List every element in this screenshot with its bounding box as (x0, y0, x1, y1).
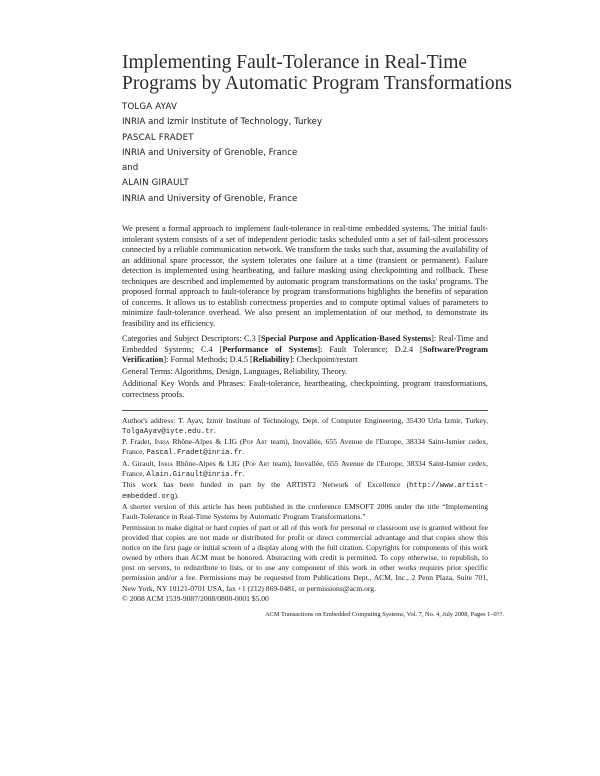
footnote-permission (122, 523, 488, 594)
keywords: Additional Key Words and Phrases: Fault-tolerance, heartbeating, checkpointing, program transformations, correctness proofs. (122, 379, 488, 399)
footnote-smallcaps: Pop Art (245, 458, 270, 468)
author-and: and (122, 163, 139, 174)
footnote-text: Rhône-Alpes & LIG ( (169, 437, 243, 447)
category-bold-4: Reliability (252, 355, 290, 364)
metadata-block (122, 334, 488, 402)
author-affiliation-1: INRIA and Izmir Institute of Technology, Turkey (122, 117, 323, 128)
author-name-2: PASCAL FRADET (122, 132, 194, 143)
categories-text: ]: Checkpoint/restart (289, 355, 358, 364)
email-girault[interactable]: Alain.Girault@inria.fr (146, 470, 243, 479)
title-line-1: Implementing Fault-Tolerance in Real-Time (122, 52, 468, 73)
email-ayav[interactable]: TolgaAyav@iyte.edu.tr (122, 428, 214, 437)
author-name-1: TOLGA AYAV (122, 102, 178, 112)
category-bold-1: Special Purpose and Application-Based Systems (260, 334, 432, 343)
categories-text: ]: Fault Tolerance; D.2.4 [ (317, 344, 423, 354)
footnote-text: Rhône-Alpes & LIG ( (173, 458, 246, 468)
footnote-text: . (242, 468, 245, 478)
footnote-text: ). (174, 491, 179, 501)
footnote-funding (122, 480, 488, 502)
footnote-smallcaps: Inria (158, 458, 174, 468)
footnote-address-fradet (122, 437, 488, 458)
footnote-address-ayav (122, 416, 488, 437)
funding-link[interactable]: http://www.artist-embedded.org (122, 481, 488, 502)
footnote-text: . (242, 447, 245, 457)
footnote-text: team), Inovallée, 655 Avenue de l'Europe, 38334 Saint-Ismier cedex, France, (122, 437, 488, 457)
permissions-email[interactable]: permissions@acm.org (306, 583, 375, 593)
category-bold-2: Performance of Systems (222, 344, 318, 354)
footnote-text: A. Girault, (122, 458, 159, 468)
author-block (122, 100, 542, 207)
footnote-text: . (374, 583, 376, 593)
footnote-address-girault (122, 459, 488, 480)
abstract (122, 224, 488, 329)
footnote-copyright: © 2008 ACM 1539-9087/2008/0800-0001 $5.00 (122, 593, 269, 603)
footnote-text: This work has been funded in part by the ARTIST2 Network of Excellence ( (122, 479, 410, 489)
journal-citation: ACM Transactions on Embedded Computing Systems, Vol. 7, No. 4, July 2008, Pages 1–0??. (264, 611, 504, 618)
author-affiliation-2: INRIA and University of Grenoble, France (122, 147, 298, 158)
abstract-text: We present a formal approach to implement fault-tolerance in real-time embedded systems. The initial fault-intolerant system consists of a set of independent periodic tasks scheduled onto a set of fail-silent processors connected by a reliable communication network. We transform the tasks such that, assuming the availability of an additional spare processor, the system tolerates one failure at a time (transient or permanent). Failure detection is implemented using heartbeating, and failure masking using checkpointing and rollback. These techniques are described and implemented by automatic program transformations on the tasks' programs. The proposed formal approach to fault-tolerance by program transformations highlights the benefits of separation of concerns. It allows us to establish correctness properties and to compute optimal values of parameters to minimize fault-tolerance overhead. We also present an implementation of our method, to demonstrate its feasibility and its efficiency. (122, 224, 488, 328)
footnotes (122, 416, 488, 604)
categories-text: ]: Formal Methods; D.4.5 [ (163, 355, 253, 364)
footnote-smallcaps: Pop Art (242, 437, 268, 447)
footnote-text: Author's address: T. Ayav, Izmir Institute of Technology, Dept. of Computer Engineering, 35430 Urla Izmir, Turkey, (122, 416, 488, 425)
paper-title (122, 52, 542, 94)
footnote-text: P. Fradet, (122, 437, 155, 447)
title-line-2: Programs by Automatic Program Transformations (122, 73, 512, 94)
footnote-shorter-version: A shorter version of this article has been published in the conference EMSOFT 2006 under the title “Implementing Fault-Tolerance in Real-Time Systems by Automatic Program Transformations.” (122, 502, 488, 522)
category-bold-3: Software/Program Verification (122, 344, 488, 364)
email-fradet[interactable]: Pascal.Fradet@inria.fr (146, 449, 243, 458)
footnote-divider (122, 410, 488, 411)
author-affiliation-3: INRIA and University of Grenoble, France (122, 193, 298, 204)
general-terms: General Terms: Algorithms, Design, Languages, Reliability, Theory. (122, 367, 348, 376)
footnote-text: . (213, 426, 216, 436)
footnote-text: team), Inovallée, 655 Avenue de l'Europe, 38334 Saint-Ismier cedex, France, (122, 458, 489, 478)
categories-text: Categories and Subject Descriptors: C.3 [ (122, 334, 261, 343)
categories-text: ]: Real-Time and Embedded Systems; C.4 [ (122, 334, 489, 354)
footnote-smallcaps: Inria (154, 437, 170, 447)
footnote-text: Permission to make digital or hard copies of part or all of this work for personal or classroom use is granted without fee provided that copies are not made or distributed for profit or direct commercial advantage and that copies show this notice on the first page or initial screen of a display along with the full citation. Copyrights for components of this work owned by others than ACM must be honored. Abstracting with credit is permitted. To copy otherwise, to republish, to post on servers, to redistribute to lists, or to use any component of this work in other works requires prior specific permission and/or a fee. Permissions may be requested from Publications Dept., ACM, Inc., 2 Penn Plaza, Suite 701, New York, NY 10121-0701 USA, fax +1 (212) 869-0481, or (122, 522, 488, 593)
categories-descriptors (122, 334, 488, 366)
author-name-3: ALAIN GIRAULT (122, 178, 189, 189)
